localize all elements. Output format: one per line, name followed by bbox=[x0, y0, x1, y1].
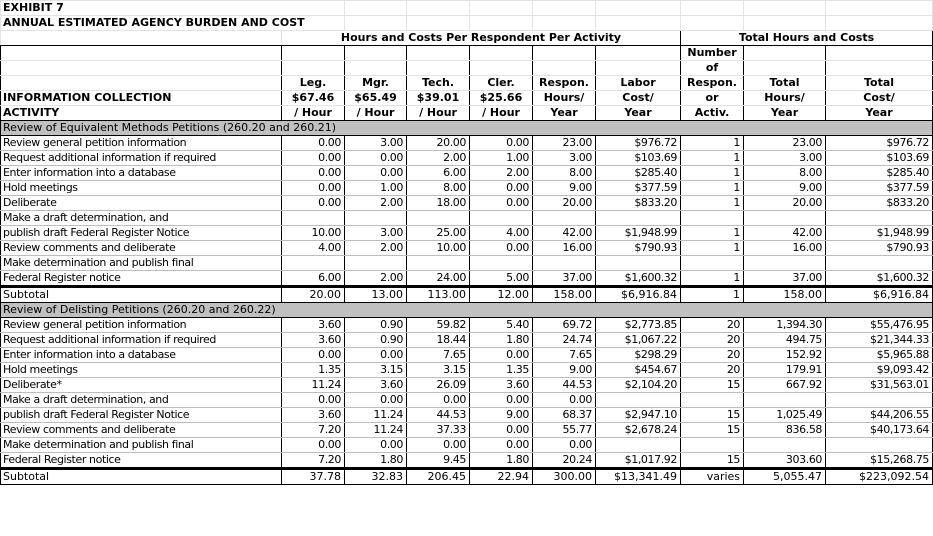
total-hours-cell: 42.00 bbox=[744, 226, 826, 241]
total-hours-cell: 1,025.49 bbox=[744, 408, 826, 423]
table-row bbox=[1, 363, 933, 378]
num-respon-header: Activ. bbox=[681, 106, 744, 121]
table-row bbox=[1, 453, 933, 469]
total-hours-cell: 1,394.30 bbox=[744, 318, 826, 333]
labor-cell: $13,341.49 bbox=[596, 469, 681, 485]
hours-cell: 8.00 bbox=[533, 166, 596, 181]
column-header-row bbox=[1, 61, 933, 76]
tech-cell: 26.09 bbox=[407, 378, 470, 393]
tech-cell: 2.00 bbox=[407, 151, 470, 166]
total-cost-cell bbox=[826, 438, 933, 453]
table-row bbox=[1, 256, 933, 271]
cler-cell bbox=[470, 256, 533, 271]
total-cost-header: Total bbox=[826, 76, 933, 91]
num-cell bbox=[681, 393, 744, 408]
total-cost-cell: $1,600.32 bbox=[826, 271, 933, 287]
num-respon-header: Respon. bbox=[681, 76, 744, 91]
mgr-cell bbox=[345, 256, 407, 271]
labor-cost-header: Cost/ bbox=[596, 91, 681, 106]
subtotal-row bbox=[1, 469, 933, 485]
total-cost-header: Year bbox=[826, 106, 933, 121]
total-cost-cell bbox=[826, 256, 933, 271]
cler-cell: 2.00 bbox=[470, 166, 533, 181]
hours-cell: 20.00 bbox=[533, 196, 596, 211]
cler-cell: 4.00 bbox=[470, 226, 533, 241]
hours-cell: 7.65 bbox=[533, 348, 596, 363]
section-header-row bbox=[1, 303, 933, 318]
total-hours-cell: 667.92 bbox=[744, 378, 826, 393]
mgr-cell: 3.15 bbox=[345, 363, 407, 378]
table-row bbox=[1, 423, 933, 438]
labor-cell: $285.40 bbox=[596, 166, 681, 181]
activity-cell: Deliberate* bbox=[1, 378, 282, 393]
num-cell bbox=[681, 256, 744, 271]
total-hours-cell: 9.00 bbox=[744, 181, 826, 196]
leg-cell: 3.60 bbox=[282, 318, 345, 333]
total-cost-cell: $790.93 bbox=[826, 241, 933, 256]
leg-cell: 0.00 bbox=[282, 438, 345, 453]
respon-hours-header: Year bbox=[533, 106, 596, 121]
leg-cell: 37.78 bbox=[282, 469, 345, 485]
labor-cell: $1,948.99 bbox=[596, 226, 681, 241]
tech-cell: 10.00 bbox=[407, 241, 470, 256]
labor-cell: $103.69 bbox=[596, 151, 681, 166]
leg-cell: 3.60 bbox=[282, 408, 345, 423]
table-row bbox=[1, 318, 933, 333]
mgr-cell: 0.00 bbox=[345, 393, 407, 408]
tech-cell: 6.00 bbox=[407, 166, 470, 181]
tech-cell: 18.44 bbox=[407, 333, 470, 348]
hours-cell: 69.72 bbox=[533, 318, 596, 333]
respon-hours-header: Hours/ bbox=[533, 91, 596, 106]
section-title: Review of Delisting Petitions (260.20 and 260.22) bbox=[1, 303, 933, 318]
total-hours-cell bbox=[744, 438, 826, 453]
tech-cell: 206.45 bbox=[407, 469, 470, 485]
total-hours-header: Hours/ bbox=[744, 91, 826, 106]
hours-cell: 9.00 bbox=[533, 363, 596, 378]
table-row bbox=[1, 151, 933, 166]
labor-cell: $377.59 bbox=[596, 181, 681, 196]
labor-cell: $2,678.24 bbox=[596, 423, 681, 438]
table-row bbox=[1, 136, 933, 151]
hours-cell: 68.37 bbox=[533, 408, 596, 423]
total-cost-cell: $55,476.95 bbox=[826, 318, 933, 333]
cler-cell: 0.00 bbox=[470, 438, 533, 453]
tech-cell bbox=[407, 211, 470, 226]
hours-cell: 44.53 bbox=[533, 378, 596, 393]
tech-cell: 59.82 bbox=[407, 318, 470, 333]
cler-cell: 0.00 bbox=[470, 393, 533, 408]
total-hours-cell: 37.00 bbox=[744, 271, 826, 287]
mgr-rate-header: $65.49 bbox=[345, 91, 407, 106]
labor-cell: $454.67 bbox=[596, 363, 681, 378]
total-hours-cell: 23.00 bbox=[744, 136, 826, 151]
section-header-row bbox=[1, 121, 933, 136]
tech-cell: 20.00 bbox=[407, 136, 470, 151]
num-cell: 1 bbox=[681, 136, 744, 151]
mgr-cell: 2.00 bbox=[345, 271, 407, 287]
num-cell: 20 bbox=[681, 363, 744, 378]
mgr-cell: 0.90 bbox=[345, 318, 407, 333]
leg-cell: 0.00 bbox=[282, 151, 345, 166]
mgr-cell: 11.24 bbox=[345, 408, 407, 423]
total-cost-cell: $833.20 bbox=[826, 196, 933, 211]
mgr-cell: 13.00 bbox=[345, 287, 407, 303]
mgr-cell: 0.90 bbox=[345, 333, 407, 348]
cler-cell: 0.00 bbox=[470, 136, 533, 151]
cler-cell: 1.80 bbox=[470, 453, 533, 469]
total-cost-cell: $9,093.42 bbox=[826, 363, 933, 378]
tech-cell: 113.00 bbox=[407, 287, 470, 303]
mgr-cell: 0.00 bbox=[345, 151, 407, 166]
total-hours-cell bbox=[744, 211, 826, 226]
num-cell: 15 bbox=[681, 423, 744, 438]
tech-cell: 3.15 bbox=[407, 363, 470, 378]
total-cost-cell: $223,092.54 bbox=[826, 469, 933, 485]
cler-cell: 1.35 bbox=[470, 363, 533, 378]
labor-cell: $298.29 bbox=[596, 348, 681, 363]
num-cell: 20 bbox=[681, 348, 744, 363]
hours-cell: 55.77 bbox=[533, 423, 596, 438]
table-row bbox=[1, 378, 933, 393]
activity-cell: publish draft Federal Register Notice bbox=[1, 408, 282, 423]
leg-cell: 11.24 bbox=[282, 378, 345, 393]
mgr-cell: 0.00 bbox=[345, 438, 407, 453]
num-cell: 1 bbox=[681, 151, 744, 166]
mgr-cell: 2.00 bbox=[345, 196, 407, 211]
cler-rate-header: / Hour bbox=[470, 106, 533, 121]
cler-cell: 5.00 bbox=[470, 271, 533, 287]
hours-cell: 0.00 bbox=[533, 393, 596, 408]
column-header-row bbox=[1, 91, 933, 106]
table-row bbox=[1, 438, 933, 453]
num-respon-header: of bbox=[681, 61, 744, 76]
hours-cell bbox=[533, 256, 596, 271]
leg-cell: 1.35 bbox=[282, 363, 345, 378]
num-cell: 1 bbox=[681, 166, 744, 181]
total-cost-cell: $21,344.33 bbox=[826, 333, 933, 348]
total-hours-cell: 158.00 bbox=[744, 287, 826, 303]
activity-cell: Review comments and deliberate bbox=[1, 241, 282, 256]
cler-cell: 1.80 bbox=[470, 333, 533, 348]
tech-rate-header: / Hour bbox=[407, 106, 470, 121]
totals-group-header: Total Hours and Costs bbox=[681, 31, 933, 46]
column-header-row bbox=[1, 76, 933, 91]
hours-cell: 3.00 bbox=[533, 151, 596, 166]
total-hours-header: Total bbox=[744, 76, 826, 91]
total-cost-cell: $285.40 bbox=[826, 166, 933, 181]
leg-cell: 4.00 bbox=[282, 241, 345, 256]
tech-cell: 24.00 bbox=[407, 271, 470, 287]
num-cell: 1 bbox=[681, 196, 744, 211]
activity-cell: Make determination and publish final bbox=[1, 438, 282, 453]
total-cost-cell: $103.69 bbox=[826, 151, 933, 166]
activity-cell: Review general petition information bbox=[1, 318, 282, 333]
num-cell: 1 bbox=[681, 241, 744, 256]
mgr-cell: 32.83 bbox=[345, 469, 407, 485]
num-cell: 15 bbox=[681, 453, 744, 469]
total-cost-cell: $976.72 bbox=[826, 136, 933, 151]
mgr-cell: 0.00 bbox=[345, 166, 407, 181]
cler-cell: 3.60 bbox=[470, 378, 533, 393]
tech-rate-header: Tech. bbox=[407, 76, 470, 91]
cler-cell: 5.40 bbox=[470, 318, 533, 333]
table-row bbox=[1, 211, 933, 226]
table-row bbox=[1, 166, 933, 181]
total-cost-cell: $31,563.01 bbox=[826, 378, 933, 393]
per-respondent-group-header: Hours and Costs Per Respondent Per Activity bbox=[282, 31, 681, 46]
leg-rate-header: $67.46 bbox=[282, 91, 345, 106]
tech-cell: 9.45 bbox=[407, 453, 470, 469]
cler-cell: 0.00 bbox=[470, 181, 533, 196]
labor-cell: $2,947.10 bbox=[596, 408, 681, 423]
mgr-cell bbox=[345, 211, 407, 226]
table-row bbox=[1, 241, 933, 256]
total-hours-cell bbox=[744, 393, 826, 408]
hours-cell: 23.00 bbox=[533, 136, 596, 151]
num-cell: 15 bbox=[681, 408, 744, 423]
tech-cell: 7.65 bbox=[407, 348, 470, 363]
activity-cell: Enter information into a database bbox=[1, 348, 282, 363]
subtotal-row bbox=[1, 287, 933, 303]
total-cost-cell: $15,268.75 bbox=[826, 453, 933, 469]
num-respon-header: Number bbox=[681, 46, 744, 61]
exhibit-label: EXHIBIT 7 bbox=[1, 1, 345, 16]
labor-cell bbox=[596, 256, 681, 271]
hours-cell: 158.00 bbox=[533, 287, 596, 303]
title-row-1 bbox=[1, 1, 933, 16]
table-row bbox=[1, 271, 933, 287]
cler-rate-header: Cler. bbox=[470, 76, 533, 91]
total-hours-cell: 16.00 bbox=[744, 241, 826, 256]
activity-cell: Federal Register notice bbox=[1, 453, 282, 469]
leg-cell: 7.20 bbox=[282, 423, 345, 438]
cler-cell: 1.00 bbox=[470, 151, 533, 166]
tech-cell: 8.00 bbox=[407, 181, 470, 196]
leg-cell: 6.00 bbox=[282, 271, 345, 287]
labor-cell: $6,916.84 bbox=[596, 287, 681, 303]
leg-cell bbox=[282, 256, 345, 271]
total-hours-cell: 494.75 bbox=[744, 333, 826, 348]
labor-cell: $1,067.22 bbox=[596, 333, 681, 348]
activity-cell: Subtotal bbox=[1, 287, 282, 303]
cler-cell: 0.00 bbox=[470, 196, 533, 211]
labor-cell bbox=[596, 211, 681, 226]
labor-cell: $2,773.85 bbox=[596, 318, 681, 333]
table-row bbox=[1, 348, 933, 363]
activity-cell: Request additional information if required bbox=[1, 151, 282, 166]
table-row bbox=[1, 226, 933, 241]
hours-cell: 37.00 bbox=[533, 271, 596, 287]
leg-cell: 0.00 bbox=[282, 136, 345, 151]
num-cell: 1 bbox=[681, 181, 744, 196]
hours-cell: 42.00 bbox=[533, 226, 596, 241]
hours-cell bbox=[533, 211, 596, 226]
activity-cell: Request additional information if required bbox=[1, 333, 282, 348]
hours-cell: 24.74 bbox=[533, 333, 596, 348]
table-row bbox=[1, 333, 933, 348]
column-header-row bbox=[1, 106, 933, 121]
mgr-cell: 3.00 bbox=[345, 226, 407, 241]
total-hours-cell: 20.00 bbox=[744, 196, 826, 211]
activity-cell: Enter information into a database bbox=[1, 166, 282, 181]
cler-rate-header: $25.66 bbox=[470, 91, 533, 106]
leg-cell: 0.00 bbox=[282, 348, 345, 363]
cler-cell: 9.00 bbox=[470, 408, 533, 423]
activity-cell: Hold meetings bbox=[1, 181, 282, 196]
num-cell bbox=[681, 211, 744, 226]
activity-cell: Subtotal bbox=[1, 469, 282, 485]
total-hours-cell bbox=[744, 256, 826, 271]
total-hours-cell: 8.00 bbox=[744, 166, 826, 181]
tech-cell bbox=[407, 256, 470, 271]
total-hours-cell: 179.91 bbox=[744, 363, 826, 378]
mgr-cell: 2.00 bbox=[345, 241, 407, 256]
leg-cell bbox=[282, 211, 345, 226]
cler-cell bbox=[470, 211, 533, 226]
table-row bbox=[1, 393, 933, 408]
total-cost-cell: $5,965.88 bbox=[826, 348, 933, 363]
cler-cell: 12.00 bbox=[470, 287, 533, 303]
labor-cell bbox=[596, 393, 681, 408]
activity-cell: Make a draft determination, and bbox=[1, 393, 282, 408]
total-cost-cell bbox=[826, 393, 933, 408]
num-cell: 20 bbox=[681, 318, 744, 333]
leg-cell: 3.60 bbox=[282, 333, 345, 348]
hours-cell: 20.24 bbox=[533, 453, 596, 469]
num-cell: 1 bbox=[681, 226, 744, 241]
hours-cell: 300.00 bbox=[533, 469, 596, 485]
mgr-cell: 1.80 bbox=[345, 453, 407, 469]
tech-rate-header: $39.01 bbox=[407, 91, 470, 106]
hours-cell: 9.00 bbox=[533, 181, 596, 196]
activity-cell: Review comments and deliberate bbox=[1, 423, 282, 438]
num-cell: 1 bbox=[681, 287, 744, 303]
hours-cell: 16.00 bbox=[533, 241, 596, 256]
respon-hours-header: Respon. bbox=[533, 76, 596, 91]
leg-rate-header: / Hour bbox=[282, 106, 345, 121]
num-cell: 1 bbox=[681, 271, 744, 287]
activity-cell: Make a draft determination, and bbox=[1, 211, 282, 226]
exhibit-title: ANNUAL ESTIMATED AGENCY BURDEN AND COST bbox=[1, 16, 345, 31]
labor-cost-header: Year bbox=[596, 106, 681, 121]
total-cost-header: Cost/ bbox=[826, 91, 933, 106]
mgr-rate-header: Mgr. bbox=[345, 76, 407, 91]
total-cost-cell: $44,206.55 bbox=[826, 408, 933, 423]
leg-cell: 0.00 bbox=[282, 393, 345, 408]
table-row bbox=[1, 181, 933, 196]
leg-rate-header: Leg. bbox=[282, 76, 345, 91]
total-cost-cell: $6,916.84 bbox=[826, 287, 933, 303]
column-header-row bbox=[1, 46, 933, 61]
total-cost-cell bbox=[826, 211, 933, 226]
labor-cell: $1,600.32 bbox=[596, 271, 681, 287]
total-hours-cell: 5,055.47 bbox=[744, 469, 826, 485]
activity-cell: Hold meetings bbox=[1, 363, 282, 378]
table-row bbox=[1, 408, 933, 423]
leg-cell: 0.00 bbox=[282, 166, 345, 181]
num-cell: varies bbox=[681, 469, 744, 485]
labor-cell: $833.20 bbox=[596, 196, 681, 211]
labor-cell: $2,104.20 bbox=[596, 378, 681, 393]
activity-cell: Federal Register notice bbox=[1, 271, 282, 287]
total-hours-cell: 152.92 bbox=[744, 348, 826, 363]
labor-cell: $1,017.92 bbox=[596, 453, 681, 469]
tech-cell: 0.00 bbox=[407, 438, 470, 453]
cler-cell: 0.00 bbox=[470, 423, 533, 438]
mgr-cell: 3.00 bbox=[345, 136, 407, 151]
total-cost-cell: $1,948.99 bbox=[826, 226, 933, 241]
total-hours-cell: 836.58 bbox=[744, 423, 826, 438]
total-cost-cell: $377.59 bbox=[826, 181, 933, 196]
tech-cell: 0.00 bbox=[407, 393, 470, 408]
num-cell: 20 bbox=[681, 333, 744, 348]
mgr-cell: 1.00 bbox=[345, 181, 407, 196]
leg-cell: 0.00 bbox=[282, 196, 345, 211]
mgr-cell: 0.00 bbox=[345, 348, 407, 363]
group-header-row bbox=[1, 31, 933, 46]
num-cell bbox=[681, 438, 744, 453]
labor-cell: $976.72 bbox=[596, 136, 681, 151]
activity-header: ACTIVITY bbox=[1, 106, 282, 121]
activity-cell: Deliberate bbox=[1, 196, 282, 211]
table-row bbox=[1, 196, 933, 211]
section-title: Review of Equivalent Methods Petitions (260.20 and 260.21) bbox=[1, 121, 933, 136]
activity-cell: publish draft Federal Register Notice bbox=[1, 226, 282, 241]
total-hours-header: Year bbox=[744, 106, 826, 121]
cler-cell: 0.00 bbox=[470, 348, 533, 363]
mgr-rate-header: / Hour bbox=[345, 106, 407, 121]
title-row-2 bbox=[1, 16, 933, 31]
total-hours-cell: 3.00 bbox=[744, 151, 826, 166]
tech-cell: 18.00 bbox=[407, 196, 470, 211]
mgr-cell: 3.60 bbox=[345, 378, 407, 393]
leg-cell: 7.20 bbox=[282, 453, 345, 469]
labor-cell: $790.93 bbox=[596, 241, 681, 256]
num-respon-header: or bbox=[681, 91, 744, 106]
leg-cell: 10.00 bbox=[282, 226, 345, 241]
activity-cell: Make determination and publish final bbox=[1, 256, 282, 271]
labor-cell bbox=[596, 438, 681, 453]
hours-cell: 0.00 bbox=[533, 438, 596, 453]
num-cell: 15 bbox=[681, 378, 744, 393]
tech-cell: 37.33 bbox=[407, 423, 470, 438]
mgr-cell: 11.24 bbox=[345, 423, 407, 438]
activity-cell: Review general petition information bbox=[1, 136, 282, 151]
total-hours-cell: 303.60 bbox=[744, 453, 826, 469]
cler-cell: 22.94 bbox=[470, 469, 533, 485]
tech-cell: 25.00 bbox=[407, 226, 470, 241]
activity-header: INFORMATION COLLECTION bbox=[1, 91, 282, 106]
cler-cell: 0.00 bbox=[470, 241, 533, 256]
tech-cell: 44.53 bbox=[407, 408, 470, 423]
leg-cell: 20.00 bbox=[282, 287, 345, 303]
leg-cell: 0.00 bbox=[282, 181, 345, 196]
total-cost-cell: $40,173.64 bbox=[826, 423, 933, 438]
labor-cost-header: Labor bbox=[596, 76, 681, 91]
